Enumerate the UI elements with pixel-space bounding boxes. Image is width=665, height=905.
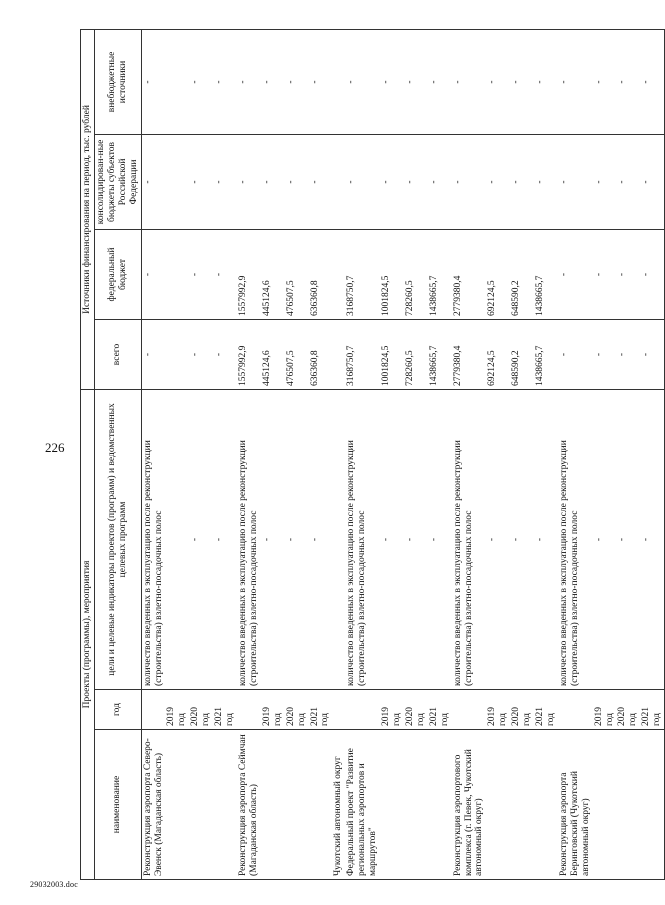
row-total: 3168750,7 <box>345 319 380 389</box>
row-federal: - <box>213 229 237 319</box>
table-row <box>616 29 640 879</box>
row-year: 2020 год <box>616 690 640 730</box>
row-year <box>332 690 345 730</box>
row-total <box>332 319 345 389</box>
row-federal: 728260,5 <box>404 229 428 319</box>
table-row <box>640 29 664 879</box>
table-row <box>404 29 428 879</box>
row-year: 2021 год <box>534 690 558 730</box>
row-federal <box>332 229 345 319</box>
row-year <box>237 690 261 730</box>
row-federal: 1557992,9 <box>237 229 261 319</box>
row-offbudget: - <box>510 29 534 134</box>
row-regional: - <box>345 134 380 229</box>
row-regional: - <box>558 134 593 229</box>
row-offbudget: - <box>616 29 640 134</box>
row-year: 2019 год <box>261 690 285 730</box>
row-name <box>534 730 558 880</box>
row-offbudget: - <box>141 29 165 134</box>
row-year: 2021 год <box>309 690 333 730</box>
row-regional: - <box>428 134 452 229</box>
row-indicator <box>165 389 189 689</box>
row-year: 2020 год <box>285 690 309 730</box>
row-name: Реконструкция аэропорта Беринговский (Чукотский автономный округ) <box>558 730 593 880</box>
table-row <box>345 29 380 879</box>
row-total: - <box>213 319 237 389</box>
row-total: 728260,5 <box>404 319 428 389</box>
row-year <box>345 690 380 730</box>
row-total: - <box>189 319 213 389</box>
table-row <box>593 29 617 879</box>
row-year: 2021 год <box>428 690 452 730</box>
row-regional <box>332 134 345 229</box>
row-regional: - <box>285 134 309 229</box>
header-total: всего <box>94 319 141 389</box>
row-total: - <box>141 319 165 389</box>
row-indicator: - <box>534 389 558 689</box>
row-name <box>380 730 404 880</box>
table-row <box>213 29 237 879</box>
row-federal: 2779380,4 <box>452 229 487 319</box>
row-total <box>165 319 189 389</box>
row-indicator: количество введенных в эксплуатацию после реконструкции (строительства) взлетно-посадочных полос <box>141 389 165 689</box>
row-offbudget: - <box>309 29 333 134</box>
row-indicator: - <box>189 389 213 689</box>
row-federal: 692124,5 <box>486 229 510 319</box>
row-federal: 636360,8 <box>309 229 333 319</box>
row-indicator: - <box>616 389 640 689</box>
row-name <box>640 730 664 880</box>
row-name <box>285 730 309 880</box>
row-year: 2021 год <box>640 690 664 730</box>
row-year <box>452 690 487 730</box>
row-regional: - <box>534 134 558 229</box>
row-offbudget: - <box>558 29 593 134</box>
row-offbudget: - <box>640 29 664 134</box>
table-row <box>189 29 213 879</box>
row-total: - <box>640 319 664 389</box>
row-offbudget: - <box>345 29 380 134</box>
row-year: 2021 год <box>213 690 237 730</box>
row-name <box>428 730 452 880</box>
row-federal: 3168750,7 <box>345 229 380 319</box>
rotated-table-wrapper <box>80 30 663 880</box>
row-name <box>189 730 213 880</box>
row-year: 2020 год <box>404 690 428 730</box>
row-total: 648590,2 <box>510 319 534 389</box>
row-name <box>261 730 285 880</box>
row-regional: - <box>640 134 664 229</box>
header-group-financing: Источники финансирования на период, тыс. рублей <box>81 29 95 389</box>
row-federal: 445124,6 <box>261 229 285 319</box>
row-regional <box>165 134 189 229</box>
financing-table <box>80 29 665 880</box>
row-indicator: - <box>593 389 617 689</box>
row-year <box>141 690 165 730</box>
row-name <box>309 730 333 880</box>
row-federal: - <box>141 229 165 319</box>
row-offbudget <box>332 29 345 134</box>
row-offbudget: - <box>213 29 237 134</box>
row-federal: - <box>593 229 617 319</box>
row-federal <box>165 229 189 319</box>
row-offbudget <box>165 29 189 134</box>
header-name: наименование <box>94 730 141 880</box>
row-indicator: - <box>404 389 428 689</box>
row-name: Реконструкция аэропорта Сеймчан (Магаданская область) <box>237 730 261 880</box>
row-year: 2020 год <box>189 690 213 730</box>
row-regional: - <box>510 134 534 229</box>
table-row <box>261 29 285 879</box>
row-indicator: количество введенных в эксплуатацию после реконструкции (строительства) взлетно-посадочных полос <box>452 389 487 689</box>
table-row <box>510 29 534 879</box>
row-offbudget: - <box>428 29 452 134</box>
header-group-projects: Проекты (программы), мероприятия <box>81 389 95 879</box>
row-federal: 1438665,7 <box>534 229 558 319</box>
table-row <box>380 29 404 879</box>
row-regional: - <box>189 134 213 229</box>
table-row <box>237 29 261 879</box>
row-year: 2019 год <box>486 690 510 730</box>
row-total: - <box>593 319 617 389</box>
page-number: 226 <box>45 440 65 455</box>
row-regional: - <box>616 134 640 229</box>
row-total: - <box>558 319 593 389</box>
row-indicator: количество введенных в эксплуатацию после реконструкции (строительства) взлетно-посадочных полос <box>558 389 593 689</box>
table-row <box>452 29 487 879</box>
row-year <box>558 690 593 730</box>
row-regional: - <box>452 134 487 229</box>
row-regional: - <box>237 134 261 229</box>
table-row <box>534 29 558 879</box>
row-indicator: - <box>380 389 404 689</box>
header-offbudget: внебюджетные источники <box>94 29 141 134</box>
row-year: 2019 год <box>593 690 617 730</box>
row-regional: - <box>404 134 428 229</box>
row-offbudget: - <box>237 29 261 134</box>
row-name: Реконструкция аэропортового комплекса (г. Певек, Чукотский автономный округ) <box>452 730 487 880</box>
row-offbudget: - <box>452 29 487 134</box>
header-federal: федеральный бюджет <box>94 229 141 319</box>
header-regional: консолидирован-ные бюджеты субъектов Российской Федерации <box>94 134 141 229</box>
row-offbudget: - <box>189 29 213 134</box>
row-total: 2779380,4 <box>452 319 487 389</box>
row-indicator: - <box>285 389 309 689</box>
row-name: Чукотский автономный округ <box>332 730 345 880</box>
footer-filename: 29032003.doc <box>30 880 78 889</box>
row-offbudget: - <box>380 29 404 134</box>
row-federal: - <box>640 229 664 319</box>
row-offbudget: - <box>261 29 285 134</box>
row-indicator <box>332 389 345 689</box>
row-regional: - <box>380 134 404 229</box>
row-year: 2019 год <box>380 690 404 730</box>
row-indicator: - <box>309 389 333 689</box>
table-row <box>558 29 593 879</box>
row-regional: - <box>261 134 285 229</box>
header-year: год <box>94 690 141 730</box>
table-row <box>165 29 189 879</box>
row-year: 2020 год <box>510 690 534 730</box>
row-regional: - <box>213 134 237 229</box>
table-row <box>285 29 309 879</box>
row-offbudget: - <box>486 29 510 134</box>
table-row <box>486 29 510 879</box>
row-total: 636360,8 <box>309 319 333 389</box>
row-total: 445124,6 <box>261 319 285 389</box>
row-regional: - <box>486 134 510 229</box>
row-total: - <box>616 319 640 389</box>
row-name <box>486 730 510 880</box>
row-indicator: - <box>640 389 664 689</box>
row-name <box>404 730 428 880</box>
row-year: 2019 год <box>165 690 189 730</box>
row-total: 476507,5 <box>285 319 309 389</box>
row-total: 1001824,5 <box>380 319 404 389</box>
row-indicator: количество введенных в эксплуатацию после реконструкции (строительства) взлетно-посадочных полос <box>345 389 380 689</box>
row-federal: - <box>616 229 640 319</box>
table-row <box>332 29 345 879</box>
table-body <box>141 29 665 879</box>
row-name <box>510 730 534 880</box>
row-indicator: - <box>428 389 452 689</box>
row-regional: - <box>141 134 165 229</box>
row-federal: - <box>558 229 593 319</box>
row-indicator: - <box>510 389 534 689</box>
row-regional: - <box>593 134 617 229</box>
row-name <box>616 730 640 880</box>
header-indicators: цели и целевые индикаторы проектов (программ) и ведомственных целевых программ <box>94 389 141 689</box>
row-federal: 1438665,7 <box>428 229 452 319</box>
row-federal: 476507,5 <box>285 229 309 319</box>
row-federal: 1001824,5 <box>380 229 404 319</box>
row-federal: - <box>189 229 213 319</box>
table-row <box>428 29 452 879</box>
row-total: 692124,5 <box>486 319 510 389</box>
row-indicator: - <box>261 389 285 689</box>
row-name: Реконструкция аэропорта Северо-Эвенск (Магаданская область) <box>141 730 165 880</box>
row-total: 1438665,7 <box>428 319 452 389</box>
row-total: 1438665,7 <box>534 319 558 389</box>
row-offbudget: - <box>285 29 309 134</box>
row-indicator: - <box>486 389 510 689</box>
row-total: 1557992,9 <box>237 319 261 389</box>
row-offbudget: - <box>534 29 558 134</box>
row-indicator: - <box>213 389 237 689</box>
row-indicator: количество введенных в эксплуатацию после реконструкции (строительства) взлетно-посадочных полос <box>237 389 261 689</box>
table-row <box>309 29 333 879</box>
row-federal: 648590,2 <box>510 229 534 319</box>
row-name <box>213 730 237 880</box>
row-name <box>593 730 617 880</box>
row-name: Федеральный проект "Развитие региональных аэропортов и маршрутов" <box>345 730 380 880</box>
table-row <box>141 29 165 879</box>
row-name <box>165 730 189 880</box>
row-offbudget: - <box>404 29 428 134</box>
row-offbudget: - <box>593 29 617 134</box>
row-regional: - <box>309 134 333 229</box>
